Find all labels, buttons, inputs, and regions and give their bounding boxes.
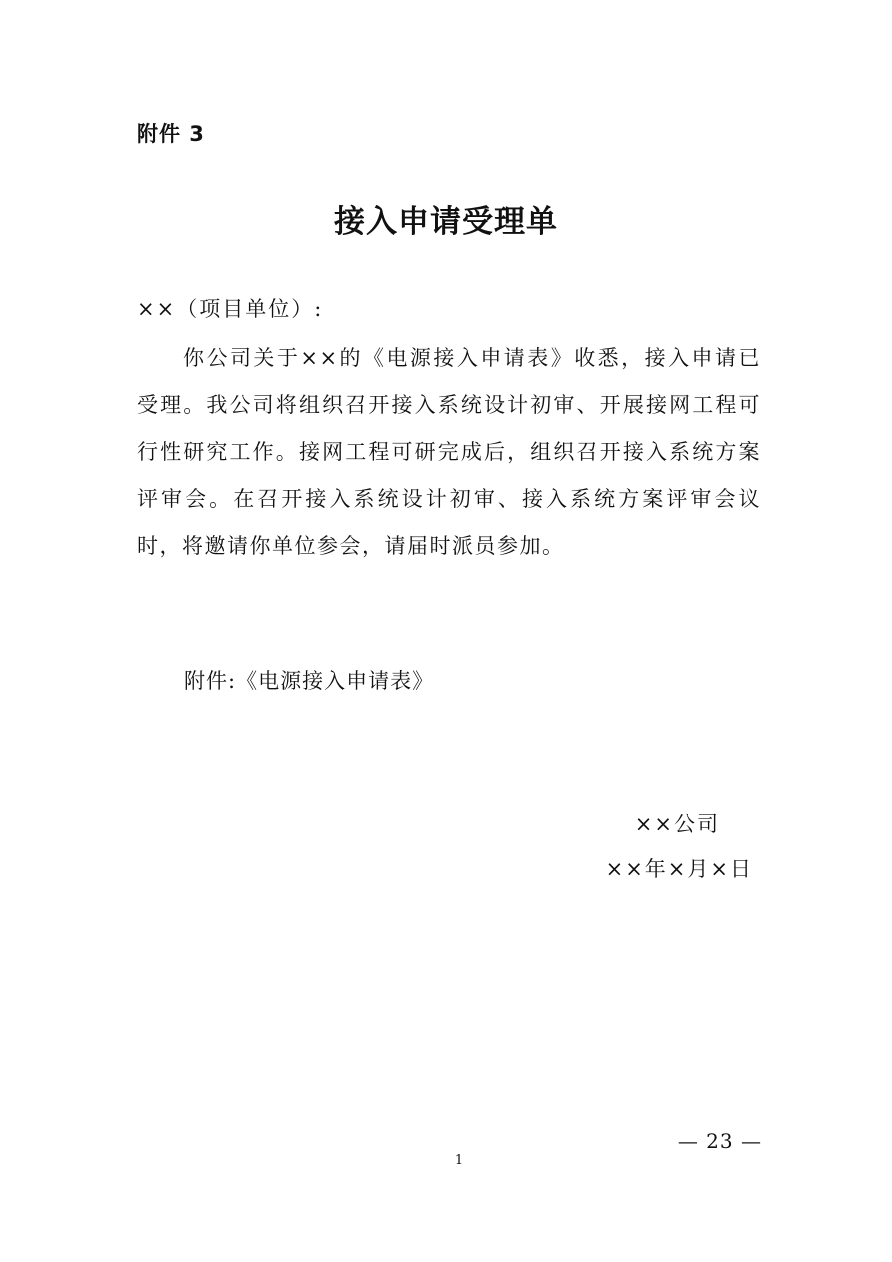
- document-title: 接入申请受理单: [334, 204, 558, 240]
- page-number: — 23 —: [677, 1129, 762, 1153]
- attachment-note: 附件:《电源接入申请表》: [184, 669, 435, 693]
- signature-company: ××公司: [634, 812, 720, 836]
- attachment-label: 附件 3: [137, 122, 205, 146]
- footer-page-index: 1: [454, 1153, 464, 1168]
- body-paragraph: 你公司关于××的《电源接入申请表》收悉，接入申请已受理。我公司将组织召开接入系统设计初审、开展接网工程可行性研究工作。接网工程可研完成后，组织召开接入系统方案评审会。在召开接入系统设计初审、接入系统方案评审会议时，将邀请你单位参会，请届时派员参加。: [137, 346, 761, 558]
- salutation: ××（项目单位）:: [137, 297, 324, 321]
- signature-date: ××年×月×日: [605, 857, 753, 881]
